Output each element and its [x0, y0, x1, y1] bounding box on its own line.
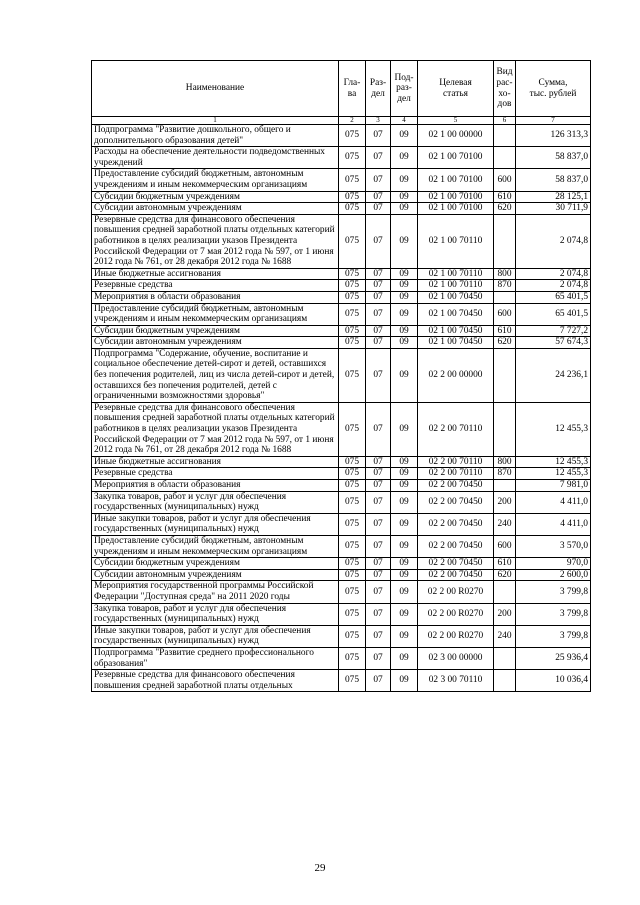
- row-vid: 600: [494, 303, 516, 325]
- row-target: 02 1 00 70450: [418, 303, 494, 325]
- row-vid: [494, 480, 516, 492]
- row-name: Подпрограмма "Развитие среднего профессионального образования": [92, 647, 339, 669]
- row-podrazdel: 09: [391, 603, 418, 625]
- row-target: 02 1 00 70100: [418, 203, 494, 215]
- column-number: 3: [366, 117, 391, 125]
- row-razdel: 07: [366, 603, 391, 625]
- row-name: Субсидии бюджетным учреждениям: [92, 325, 339, 337]
- row-target: 02 2 00 00000: [418, 348, 494, 402]
- row-glava: 075: [339, 569, 366, 581]
- row-glava: 075: [339, 558, 366, 570]
- row-razdel: 07: [366, 670, 391, 692]
- row-glava: 075: [339, 203, 366, 215]
- row-name: Подпрограмма "Содержание, обучение, воспитание и социальное обеспечение детей-сирот и детей, оставшихся без попечения родителей, лиц из числа детей-сирот и детей, оставшихся без попечения родителей, детей с ограниченными возможностями здоровья": [92, 348, 339, 402]
- row-name: Мероприятия в области образования: [92, 291, 339, 303]
- row-name: Резервные средства: [92, 468, 339, 480]
- row-target: 02 2 00 70450: [418, 535, 494, 557]
- row-glava: 075: [339, 670, 366, 692]
- table-row: [92, 468, 591, 480]
- row-target: 02 2 00 R0270: [418, 603, 494, 625]
- column-number-row: [92, 117, 591, 125]
- table-row: [92, 456, 591, 468]
- row-podrazdel: 09: [391, 291, 418, 303]
- table-row: [92, 569, 591, 581]
- row-name: Субсидии бюджетным учреждениям: [92, 191, 339, 203]
- row-razdel: 07: [366, 280, 391, 292]
- header-row: [92, 61, 591, 117]
- row-vid: 610: [494, 325, 516, 337]
- row-target: 02 1 00 70100: [418, 191, 494, 203]
- row-glava: 075: [339, 303, 366, 325]
- table-row: [92, 268, 591, 280]
- row-sum: 12 455,3: [516, 402, 591, 456]
- row-podrazdel: 09: [391, 348, 418, 402]
- row-podrazdel: 09: [391, 268, 418, 280]
- row-target: 02 2 00 70450: [418, 513, 494, 535]
- row-target: 02 1 00 00000: [418, 125, 494, 147]
- row-glava: 075: [339, 480, 366, 492]
- row-sum: 57 674,3: [516, 337, 591, 349]
- row-razdel: 07: [366, 348, 391, 402]
- row-name: Иные бюджетные ассигнования: [92, 456, 339, 468]
- row-name: Иные закупки товаров, работ и услуг для обеспечения государственных (муниципальных) нужд: [92, 513, 339, 535]
- row-vid: [494, 402, 516, 456]
- row-vid: 600: [494, 535, 516, 557]
- table-row: [92, 214, 591, 268]
- row-razdel: 07: [366, 325, 391, 337]
- table-row: [92, 603, 591, 625]
- row-sum: 65 401,5: [516, 291, 591, 303]
- row-name: Субсидии автономным учреждениям: [92, 569, 339, 581]
- row-podrazdel: 09: [391, 325, 418, 337]
- row-name: Закупка товаров, работ и услуг для обеспечения государственных (муниципальных) нужд: [92, 603, 339, 625]
- row-name: Предоставление субсидий бюджетным, автономным учреждениям и иным некоммерческим организациям: [92, 169, 339, 191]
- table-row: [92, 325, 591, 337]
- row-name: Субсидии автономным учреждениям: [92, 203, 339, 215]
- row-vid: 610: [494, 558, 516, 570]
- row-sum: 4 411,0: [516, 491, 591, 513]
- row-vid: [494, 647, 516, 669]
- row-vid: 200: [494, 603, 516, 625]
- row-glava: 075: [339, 191, 366, 203]
- row-glava: 075: [339, 348, 366, 402]
- row-target: 02 3 00 70110: [418, 670, 494, 692]
- row-podrazdel: 09: [391, 456, 418, 468]
- row-podrazdel: 09: [391, 581, 418, 603]
- row-target: 02 2 00 R0270: [418, 581, 494, 603]
- header-glava: Гла- ва: [339, 61, 366, 117]
- row-vid: 620: [494, 337, 516, 349]
- row-name: Субсидии автономным учреждениям: [92, 337, 339, 349]
- header-podrazdel: Под- раз- дел: [391, 61, 418, 117]
- row-glava: 075: [339, 280, 366, 292]
- row-vid: 610: [494, 191, 516, 203]
- row-podrazdel: 09: [391, 480, 418, 492]
- row-glava: 075: [339, 581, 366, 603]
- row-sum: 7 981,0: [516, 480, 591, 492]
- row-glava: 075: [339, 147, 366, 169]
- row-name: Предоставление субсидий бюджетным, автономным учреждениям и иным некоммерческим организациям: [92, 535, 339, 557]
- row-glava: 075: [339, 491, 366, 513]
- row-vid: 240: [494, 625, 516, 647]
- row-name: Резервные средства для финансового обеспечения повышения средней заработной платы отдельных категорий работников в целях реализации указов Президента Российской Федерации от 7 мая 2012 года № 597, от 1 июня 2012 года № 761, от 28 декабря 2012 года № 1688: [92, 214, 339, 268]
- row-razdel: 07: [366, 214, 391, 268]
- row-razdel: 07: [366, 337, 391, 349]
- row-sum: 4 411,0: [516, 513, 591, 535]
- row-podrazdel: 09: [391, 625, 418, 647]
- table-row: [92, 125, 591, 147]
- table-row: [92, 147, 591, 169]
- row-name: Подпрограмма "Развитие дошкольного, общего и дополнительного образования детей": [92, 125, 339, 147]
- row-vid: 870: [494, 280, 516, 292]
- table-row: [92, 280, 591, 292]
- row-name: Иные закупки товаров, работ и услуг для обеспечения государственных (муниципальных) нужд: [92, 625, 339, 647]
- row-razdel: 07: [366, 291, 391, 303]
- row-podrazdel: 09: [391, 513, 418, 535]
- row-vid: 620: [494, 569, 516, 581]
- row-vid: [494, 125, 516, 147]
- header-target: Целевая статья: [418, 61, 494, 117]
- column-number: 5: [418, 117, 494, 125]
- row-vid: [494, 670, 516, 692]
- row-podrazdel: 09: [391, 558, 418, 570]
- row-glava: 075: [339, 169, 366, 191]
- row-razdel: 07: [366, 569, 391, 581]
- row-razdel: 07: [366, 581, 391, 603]
- row-sum: 2 600,0: [516, 569, 591, 581]
- row-target: 02 1 00 70110: [418, 268, 494, 280]
- row-glava: 075: [339, 603, 366, 625]
- row-podrazdel: 09: [391, 169, 418, 191]
- row-target: 02 1 00 70100: [418, 147, 494, 169]
- row-razdel: 07: [366, 456, 391, 468]
- row-podrazdel: 09: [391, 670, 418, 692]
- row-sum: 2 074,8: [516, 280, 591, 292]
- row-vid: [494, 214, 516, 268]
- row-vid: 600: [494, 169, 516, 191]
- table-row: [92, 169, 591, 191]
- row-razdel: 07: [366, 647, 391, 669]
- row-sum: 65 401,5: [516, 303, 591, 325]
- table-row: [92, 647, 591, 669]
- column-number: 7: [516, 117, 591, 125]
- row-vid: [494, 348, 516, 402]
- row-razdel: 07: [366, 513, 391, 535]
- row-razdel: 07: [366, 402, 391, 456]
- row-podrazdel: 09: [391, 303, 418, 325]
- table-row: [92, 625, 591, 647]
- row-name: Расходы на обеспечение деятельности подведомственных учреждений: [92, 147, 339, 169]
- row-podrazdel: 09: [391, 402, 418, 456]
- header-vid: Вид рас- хо- дов: [494, 61, 516, 117]
- page-number: 29: [314, 862, 326, 874]
- row-sum: 12 455,3: [516, 456, 591, 468]
- table-row: [92, 348, 591, 402]
- row-sum: 2 074,8: [516, 268, 591, 280]
- row-razdel: 07: [366, 268, 391, 280]
- row-glava: 075: [339, 268, 366, 280]
- table-row: [92, 513, 591, 535]
- row-podrazdel: 09: [391, 280, 418, 292]
- row-name: Резервные средства: [92, 280, 339, 292]
- row-razdel: 07: [366, 125, 391, 147]
- row-razdel: 07: [366, 491, 391, 513]
- table-row: [92, 535, 591, 557]
- header-razdel: Раз- дел: [366, 61, 391, 117]
- row-glava: 075: [339, 456, 366, 468]
- row-vid: [494, 581, 516, 603]
- row-sum: 3 570,0: [516, 535, 591, 557]
- row-podrazdel: 09: [391, 647, 418, 669]
- row-target: 02 2 00 70450: [418, 480, 494, 492]
- row-sum: 3 799,8: [516, 625, 591, 647]
- row-razdel: 07: [366, 191, 391, 203]
- row-vid: 800: [494, 456, 516, 468]
- row-vid: [494, 291, 516, 303]
- row-target: 02 2 00 70110: [418, 468, 494, 480]
- row-sum: 28 125,1: [516, 191, 591, 203]
- row-razdel: 07: [366, 535, 391, 557]
- row-glava: 075: [339, 468, 366, 480]
- row-sum: 24 236,1: [516, 348, 591, 402]
- row-razdel: 07: [366, 169, 391, 191]
- row-podrazdel: 09: [391, 491, 418, 513]
- row-sum: 12 455,3: [516, 468, 591, 480]
- row-vid: 240: [494, 513, 516, 535]
- row-glava: 075: [339, 337, 366, 349]
- row-vid: 200: [494, 491, 516, 513]
- row-glava: 075: [339, 625, 366, 647]
- table-row: [92, 402, 591, 456]
- row-podrazdel: 09: [391, 337, 418, 349]
- row-podrazdel: 09: [391, 125, 418, 147]
- row-name: Мероприятия государственной программы Российской Федерации "Доступная среда" на 2011 2020 годы: [92, 581, 339, 603]
- table-row: [92, 491, 591, 513]
- row-target: 02 3 00 00000: [418, 647, 494, 669]
- row-podrazdel: 09: [391, 569, 418, 581]
- row-sum: 10 036,4: [516, 670, 591, 692]
- column-number: 1: [92, 117, 339, 125]
- table-row: [92, 558, 591, 570]
- header-name: Наименование: [92, 61, 339, 117]
- row-vid: 800: [494, 268, 516, 280]
- row-razdel: 07: [366, 558, 391, 570]
- row-glava: 075: [339, 214, 366, 268]
- row-razdel: 07: [366, 468, 391, 480]
- column-number: 4: [391, 117, 418, 125]
- row-sum: 30 711,9: [516, 203, 591, 215]
- row-name: Мероприятия в области образования: [92, 480, 339, 492]
- table-body: [92, 125, 591, 692]
- row-sum: 3 799,8: [516, 581, 591, 603]
- table-row: [92, 581, 591, 603]
- row-target: 02 1 00 70450: [418, 325, 494, 337]
- row-glava: 075: [339, 125, 366, 147]
- row-vid: 620: [494, 203, 516, 215]
- budget-table: [91, 60, 591, 692]
- row-name: Иные бюджетные ассигнования: [92, 268, 339, 280]
- row-vid: 870: [494, 468, 516, 480]
- row-target: 02 2 00 70110: [418, 456, 494, 468]
- row-sum: 970,0: [516, 558, 591, 570]
- row-razdel: 07: [366, 303, 391, 325]
- table-row: [92, 337, 591, 349]
- row-target: 02 1 00 70450: [418, 291, 494, 303]
- row-sum: 25 936,4: [516, 647, 591, 669]
- row-razdel: 07: [366, 203, 391, 215]
- row-podrazdel: 09: [391, 147, 418, 169]
- row-target: 02 1 00 70110: [418, 280, 494, 292]
- row-sum: 58 837,0: [516, 147, 591, 169]
- row-sum: 3 799,8: [516, 603, 591, 625]
- column-number: 2: [339, 117, 366, 125]
- row-razdel: 07: [366, 625, 391, 647]
- row-name: Предоставление субсидий бюджетным, автономным учреждениям и иным некоммерческим организациям: [92, 303, 339, 325]
- row-glava: 075: [339, 535, 366, 557]
- table-row: [92, 203, 591, 215]
- row-podrazdel: 09: [391, 214, 418, 268]
- row-target: 02 2 00 R0270: [418, 625, 494, 647]
- row-vid: [494, 147, 516, 169]
- table-row: [92, 670, 591, 692]
- row-target: 02 1 00 70110: [418, 214, 494, 268]
- row-target: 02 2 00 70450: [418, 569, 494, 581]
- row-sum: 58 837,0: [516, 169, 591, 191]
- row-podrazdel: 09: [391, 468, 418, 480]
- table-row: [92, 303, 591, 325]
- row-name: Резервные средства для финансового обеспечения повышения средней заработной платы отдельных категорий работников в целях реализации указов Президента Российской Федерации от 7 мая 2012 года № 597, от 1 июня 2012 года № 761, от 28 декабря 2012 года № 1688: [92, 402, 339, 456]
- table-row: [92, 191, 591, 203]
- row-target: 02 1 00 70100: [418, 169, 494, 191]
- row-target: 02 2 00 70450: [418, 491, 494, 513]
- table-row: [92, 480, 591, 492]
- row-target: 02 2 00 70110: [418, 402, 494, 456]
- column-number: 6: [494, 117, 516, 125]
- row-podrazdel: 09: [391, 535, 418, 557]
- header-sum: Сумма, тыс. рублей: [516, 61, 591, 117]
- row-sum: 2 074,8: [516, 214, 591, 268]
- row-target: 02 1 00 70450: [418, 337, 494, 349]
- row-glava: 075: [339, 402, 366, 456]
- row-razdel: 07: [366, 147, 391, 169]
- row-podrazdel: 09: [391, 203, 418, 215]
- row-glava: 075: [339, 647, 366, 669]
- table-row: [92, 291, 591, 303]
- row-sum: 126 313,3: [516, 125, 591, 147]
- row-name: Закупка товаров, работ и услуг для обеспечения государственных (муниципальных) нужд: [92, 491, 339, 513]
- row-podrazdel: 09: [391, 191, 418, 203]
- row-razdel: 07: [366, 480, 391, 492]
- row-target: 02 2 00 70450: [418, 558, 494, 570]
- row-name: Резервные средства для финансового обеспечения повышения средней заработной платы отдельных: [92, 670, 339, 692]
- row-sum: 7 727,2: [516, 325, 591, 337]
- row-name: Субсидии бюджетным учреждениям: [92, 558, 339, 570]
- row-glava: 075: [339, 291, 366, 303]
- row-glava: 075: [339, 513, 366, 535]
- row-glava: 075: [339, 325, 366, 337]
